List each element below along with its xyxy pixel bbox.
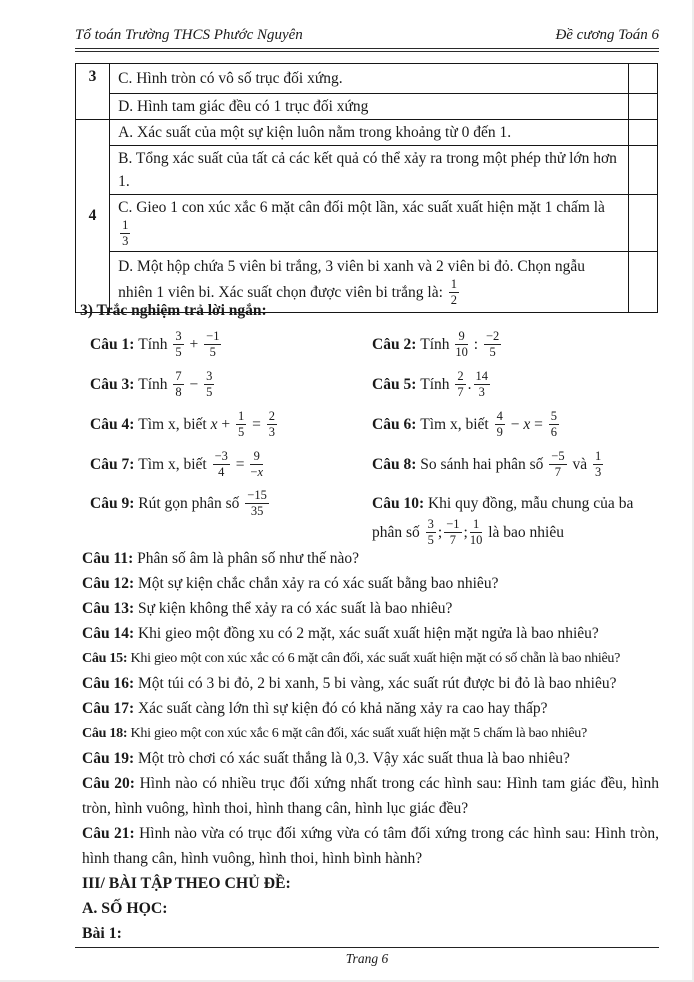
multiple-choice-table [75,63,658,313]
page-header [75,27,659,52]
text-segment: ; [463,524,468,542]
fraction [426,518,436,547]
fraction-denominator: 4 [218,464,225,479]
text-segment: = [530,416,547,433]
page-number: Trang 6 [345,951,389,966]
long-question [82,821,659,871]
answer-cell [628,120,657,146]
fraction-denominator: 5 [489,344,496,359]
question-text: Một túi có 3 bi đỏ, 2 bi xanh, 5 bi vàng, xác suất rút được bi đỏ là bao nhiêu? [137,675,617,692]
long-questions-list [82,546,659,871]
fraction-numerator: 2 [267,410,277,425]
math-variable: x [523,416,531,433]
question-text: Sự kiện không thể xảy ra có xác suất là bao nhiêu? [137,600,453,617]
text-segment: Tìm x, biết [138,456,211,473]
fraction-numerator: 7 [173,370,183,385]
long-question [82,596,659,621]
short-question [90,406,372,446]
fraction-numerator: 1 [470,518,483,533]
fraction-numerator: 1 [120,219,130,234]
fraction-denominator: 5 [206,384,213,399]
section-heading: 3) Trắc nghiệm trả lời ngắn: [80,302,267,319]
question-text: Một sự kiện chắc chắn xảy ra có xác suất bằng bao nhiêu? [137,575,499,592]
short-question [372,486,658,549]
fraction [470,518,483,547]
fraction-denominator: 7 [449,533,457,548]
fraction-numerator: −1 [204,330,221,345]
table-row [76,195,658,252]
fraction-numerator: 2 [455,370,465,385]
text-segment: Rút gọn phân số [138,495,244,513]
fraction-numerator: 14 [474,370,491,385]
question-number-cell: 4 [76,120,110,313]
question-label: Câu 19: [82,750,138,767]
fraction [250,450,263,479]
math-variable: x [210,416,218,433]
text-segment: − [506,416,524,433]
text-segment: − [185,376,203,393]
answer-cell [628,252,657,313]
short-questions-right-column [372,326,658,549]
text-segment: . [467,376,472,393]
question-label: Câu 20: [82,775,140,792]
fraction-numerator: 5 [549,410,559,425]
question-label: Câu 10: [372,495,428,512]
fraction-numerator: 1 [236,410,246,425]
question-label: Câu 6: [372,416,421,433]
text-segment: ; [437,524,443,542]
fraction-numerator: −15 [245,489,269,504]
option-cell [110,94,629,120]
long-question [82,671,659,696]
text-segment: D. Hình tam giác đều có 1 trục đối xứng [118,98,369,115]
question-number-cell: 3 [76,64,110,120]
fraction [549,410,559,439]
text-segment: Tính [420,336,454,353]
answer-cell [628,146,657,195]
fraction [236,410,246,439]
fraction-denominator: 10 [455,344,468,359]
question-label: Câu 2: [372,336,421,353]
fraction-denominator: 5 [427,533,434,548]
text-segment: A. Xác suất của một sự kiện luôn nằm trong khoảng từ 0 đến 1. [118,124,512,141]
fraction-denominator: 8 [175,384,182,399]
long-question [82,721,659,746]
question-label: Câu 5: [372,376,421,393]
option-cell [110,195,629,252]
math-variable: x [257,464,263,479]
fraction-denominator: 5 [209,344,216,359]
short-question [372,446,658,486]
question-text: Hình nào vừa có trục đối xứng vừa có tâm đối xứng trong các hình sau: Hình tròn, hình thang cân, hình vuông, hình thoi, hình bình hành? [82,825,659,867]
text-segment: Tính [138,376,172,393]
question-text: Hình nào có nhiều trục đối xứng nhất trong các hình sau: Hình tam giác đều, hình tròn, hình vuông, hình thoi, hình thang cân, hình lục giác đều? [82,775,660,817]
question-label: Câu 9: [90,495,139,513]
table-row [76,146,658,195]
text-segment: ba phân số [372,495,634,542]
fraction [593,450,603,479]
fraction-numerator: 1 [593,450,603,465]
fraction [449,278,459,307]
short-question [372,366,658,406]
section-title-bai-tap: III/ BÀI TẬP THEO CHỦ ĐỀ: [82,875,291,892]
long-question [82,646,659,671]
text-segment: = [231,456,249,473]
fraction-numerator: 9 [455,330,468,345]
fraction [455,330,468,359]
question-text: Một trò chơi có xác suất thắng là 0,3. Vậy xác suất thua là bao nhiêu? [137,750,570,767]
table-row [76,120,658,146]
text-segment: B. Tổng xác suất của tất cả các kết quả có thể xảy ra trong một phép thử lớn hơn 1. [118,150,617,190]
fraction-denominator: 3 [268,424,275,439]
fraction-denominator: 35 [250,504,264,519]
fraction [120,219,130,248]
fraction-denominator: 5 [237,424,245,439]
short-question [90,366,372,406]
fraction-numerator: −3 [213,450,230,465]
fraction-numerator: 4 [495,410,505,425]
fraction-denominator: 10 [469,533,483,548]
question-label: Câu 7: [90,456,139,473]
fraction [204,370,214,399]
long-question [82,696,659,721]
question-label: Câu 1: [90,336,139,353]
fraction [455,370,465,399]
question-label: Câu 16: [82,675,138,692]
option-cell [110,146,629,195]
fraction [484,330,501,359]
question-label: Câu 18: [82,725,131,741]
fraction [495,410,505,439]
question-text: Khi gieo một đồng xu có 2 mặt, xác suất xuất hiện mặt ngửa là bao nhiêu? [137,625,599,642]
long-question [82,621,659,646]
header-right-text: Đề cương Toán 6 [555,27,659,43]
multiple-choice-table-body [76,64,658,313]
question-text: Khi gieo một con xúc xắc có 6 mặt cân đối, xác suất xuất hiện mặt có số chẵn là bao nhiêu? [130,650,621,666]
short-question [90,446,372,486]
fraction-denominator: 3 [478,384,485,399]
question-label: Câu 3: [90,376,139,393]
short-question [90,326,372,366]
short-question [372,406,658,446]
option-cell [110,64,629,94]
fraction-denominator: 2 [450,293,458,308]
fraction-denominator: 6 [550,424,557,439]
question-text: Phân số âm là phân số như thế nào? [137,550,360,567]
table-row [76,64,658,94]
text-segment: Tìm x, biết [420,416,493,433]
table-row [76,94,658,120]
fraction [444,518,461,547]
text-segment: + [185,336,203,353]
question-label: Câu 4: [90,416,139,433]
question-label: Câu 15: [82,650,131,666]
fraction-denominator: 9 [496,424,503,439]
text-segment: = [248,416,265,433]
question-text: Khi gieo một con xúc xắc 6 mặt cân đối, xác suất xuất hiện mặt 5 chấm là bao nhiêu? [130,725,587,741]
fraction [474,370,491,399]
text-segment: C. Hình tròn có vô số trục đối xứng. [118,70,343,87]
question-label: Câu 17: [82,700,138,717]
exercise-heading-bai-1: Bài 1: [82,925,122,942]
long-question [82,771,659,821]
fraction-denominator: 7 [554,464,562,479]
fraction-numerator: 1 [449,278,459,293]
fraction [173,330,183,359]
text-segment: So sánh hai phân số [420,456,548,473]
fraction [213,450,230,479]
long-question [82,571,659,596]
fraction-numerator: −5 [549,450,566,465]
fraction-numerator: 3 [204,370,214,385]
fraction-numerator: −1 [444,518,461,533]
question-label: Câu 8: [372,456,421,473]
fraction-denominator: 7 [457,384,464,399]
text-segment: Khi quy đồng, mẫu chung của [427,495,619,512]
section-title-so-hoc: A. SỐ HỌC: [82,900,168,917]
question-label: Câu 13: [82,600,138,617]
fraction [549,450,566,479]
fraction-denominator: 3 [122,234,129,249]
text-segment: Tìm x, biết [138,416,211,433]
fraction-denominator: −x [250,464,263,479]
short-question [372,326,658,366]
fraction-denominator: 3 [594,464,602,479]
fraction-numerator: −2 [484,330,501,345]
questions-and-closing [82,546,659,946]
long-question [82,546,659,571]
text-segment: D. Một hộp chứa 5 viên bi trắng, 3 viên bi xanh và 2 viên bi đỏ. Chọn ngẫu nhiên 1 viên bi. Xác suất chọn được viên bi trắng là: [118,258,585,302]
text-segment: + [217,416,234,433]
answer-cell [628,195,657,252]
fraction [267,410,277,439]
question-label: Câu 14: [82,625,138,642]
answer-cell [628,94,657,120]
short-questions-left-column [90,326,372,549]
fraction-numerator: 3 [173,330,183,345]
text-segment: là bao nhiêu [484,524,564,542]
fraction-denominator: 5 [175,344,182,359]
fraction [173,370,183,399]
short-question [90,486,372,529]
short-questions-grid [90,326,658,549]
header-left-text: Tổ toán Trường THCS Phước Nguyên [75,27,303,43]
text-segment: Tính [138,336,172,353]
fraction [245,489,269,518]
fraction-numerator: 9 [250,450,263,465]
text-segment: và [568,456,591,473]
text-segment: : [469,336,482,353]
question-text: Xác suất càng lớn thì sự kiện đó có khả năng xảy ra cao hay thấp? [137,700,548,717]
answer-cell [628,64,657,94]
fraction-numerator: 3 [426,518,436,533]
text-segment: C. Gieo 1 con xúc xắc 6 mặt cân đối một lần, xác suất xuất hiện mặt 1 chấm là [118,199,605,216]
closing-headings [82,871,659,946]
question-label: Câu 21: [82,825,140,842]
page-footer [75,947,659,967]
text-segment: Tính [420,376,454,393]
long-question [82,746,659,771]
question-label: Câu 12: [82,575,138,592]
question-label: Câu 11: [82,550,138,567]
fraction [204,330,221,359]
option-cell [110,120,629,146]
